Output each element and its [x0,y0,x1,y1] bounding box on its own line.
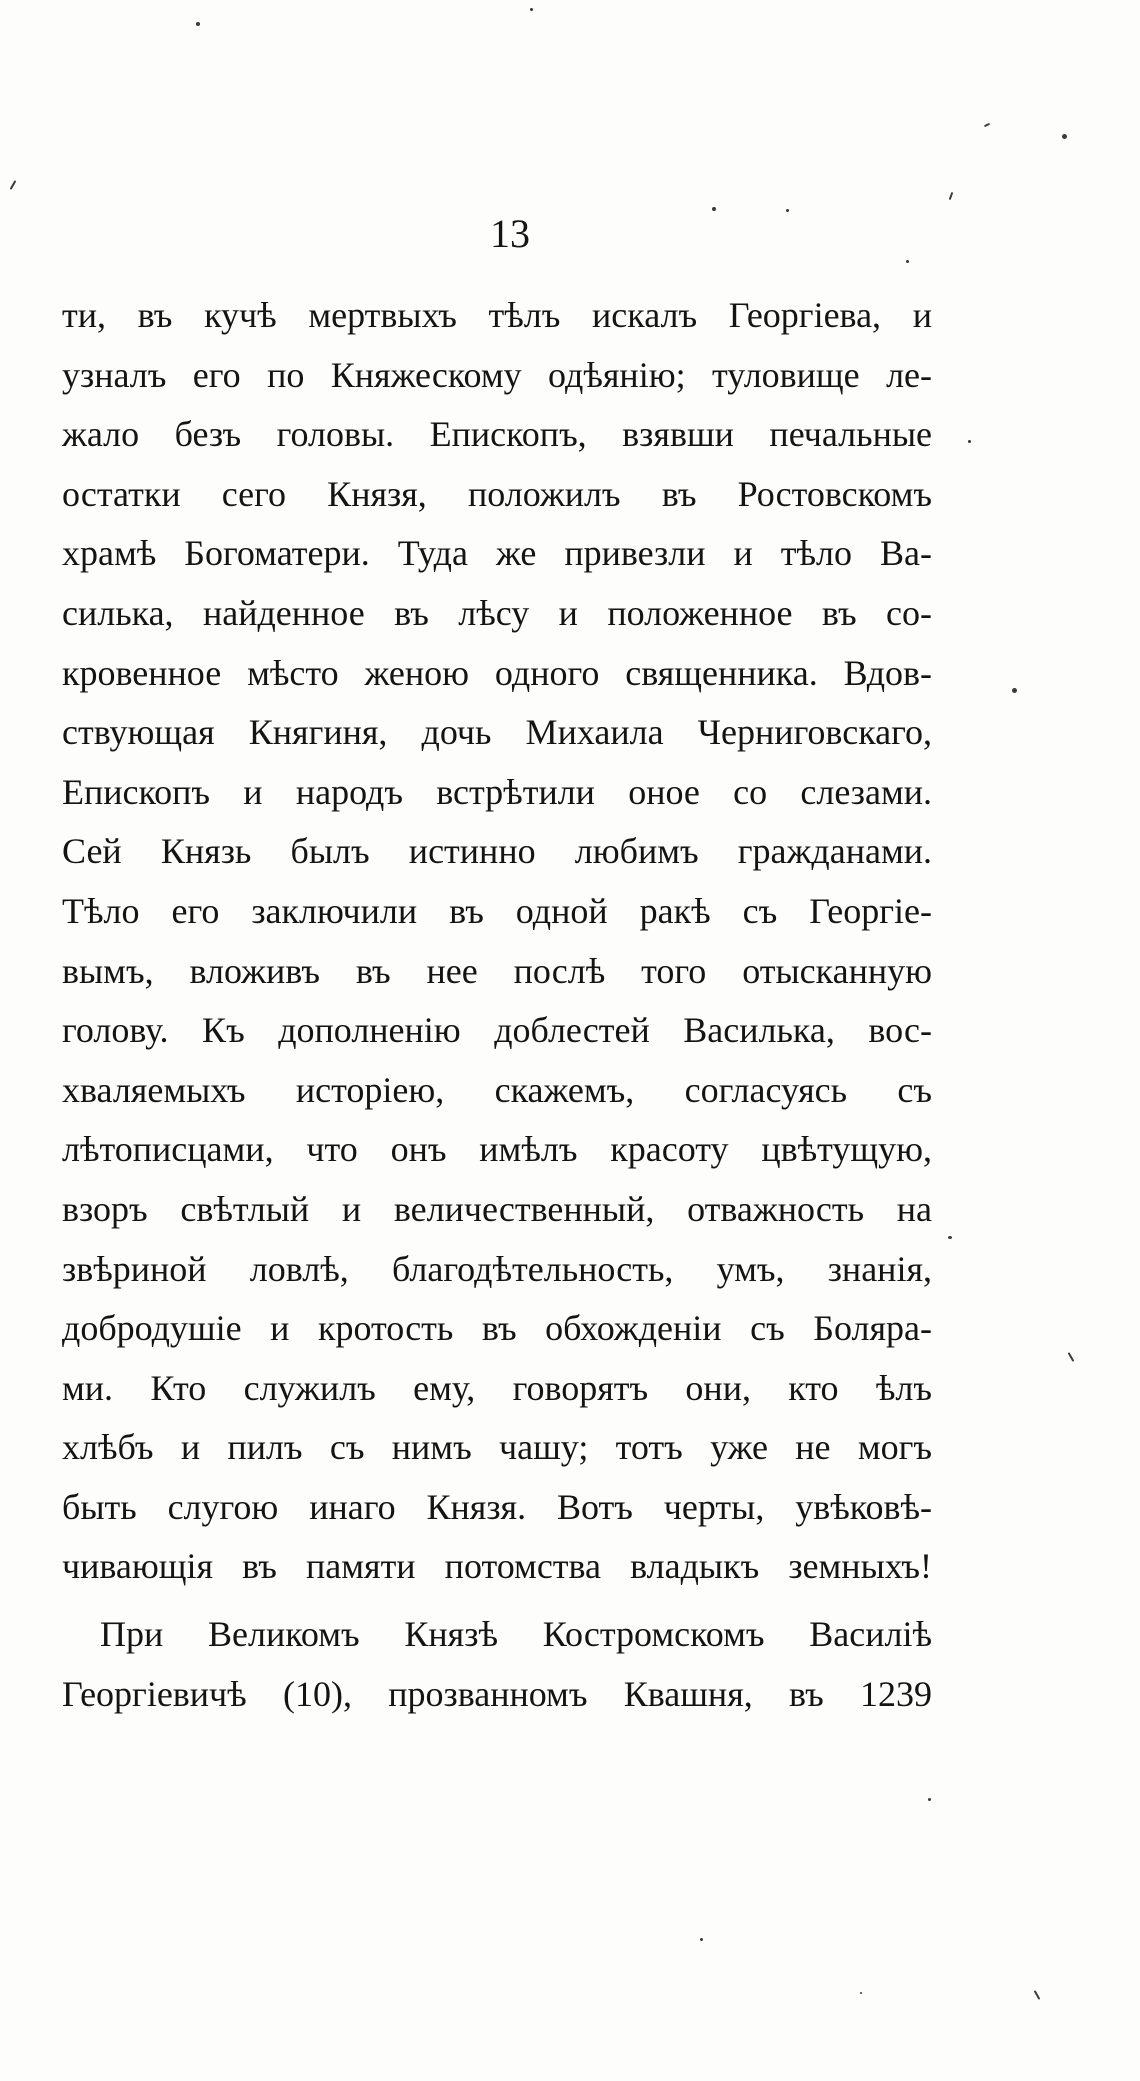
text-line: остатки сего Князя, положилъ въ Ростовскомъ [62,473,932,514]
text-line: Сей Князь былъ истинно любимъ гражданами. [62,831,932,872]
text-line: хваляемыхъ исторіею, скажемъ, согласуясь съ [62,1069,932,1110]
text-line: ти, въ кучѣ мертвыхъ тѣлъ искалъ Георгіева, и [62,295,932,335]
print-speck [700,1938,703,1941]
print-speck [196,22,200,26]
print-speck [530,8,533,11]
text-line: Тѣло его заключили въ одной ракѣ съ Георгіе- [62,890,932,931]
print-speck [1012,688,1017,693]
text-line: силька, найденное въ лѣсу и положенное въ со- [62,592,932,633]
text-line: Епископъ и народъ встрѣтили оное со слезами. [62,771,932,812]
text-line: лѣтописцами, что онъ имѣлъ красоту цвѣтущую, [62,1129,932,1170]
print-speck [860,1992,862,1994]
print-speck [949,192,954,200]
print-speck [1034,1990,1041,2000]
text-line: кровенное мѣсто женою одного священника. Вдов- [62,652,932,693]
paragraph-2 [62,1605,932,1724]
paragraph-1 [62,286,932,1597]
print-speck [928,1798,931,1801]
text-line: При Великомъ Князѣ Костромскомъ Василіѣ [100,1614,932,1655]
print-speck [10,180,17,190]
print-speck [984,123,990,127]
print-speck [1068,1352,1075,1362]
print-speck [968,440,971,443]
text-line: храмѣ Богоматери. Туда же привезли и тѣло Ва- [62,533,932,574]
text-line: ми. Кто служилъ ему, говорятъ они, кто ѣлъ [62,1367,932,1408]
text-line: Георгіевичѣ (10), прозванномъ Квашня, въ 1239 [62,1673,932,1714]
text-line: хлѣбъ и пилъ съ нимъ чашу; тотъ уже не могъ [62,1427,932,1468]
text-line: ствующая Княгиня, дочь Михаила Черниговскаго, [62,712,932,753]
text-line: звѣриной ловлѣ, благодѣтельность, умъ, знанія, [62,1248,932,1289]
text-line: голову. Къ дополненію доблестей Василька, вос- [62,1010,932,1051]
print-speck [1062,134,1067,139]
text-line: чивающія въ памяти потомства владыкъ земныхъ! [62,1546,932,1587]
text-line: добродушіе и кротость въ обхожденіи съ Боляра- [62,1308,932,1349]
text-line: быть слугою инаго Князя. Вотъ черты, увѣковѣ- [62,1486,932,1527]
page-body-text [62,286,932,1724]
text-line: вымъ, вложивъ въ нее послѣ того отысканную [62,950,932,991]
text-line: узналъ его по Княжескому одѣянію; туловище ле- [62,354,932,395]
print-speck [948,1236,952,1239]
text-line: жало безъ головы. Епископъ, взявши печальные [62,414,932,455]
text-line: взоръ свѣтлый и величественный, отважность на [62,1188,932,1229]
print-speck [906,260,909,263]
page-number: 13 [490,211,530,256]
